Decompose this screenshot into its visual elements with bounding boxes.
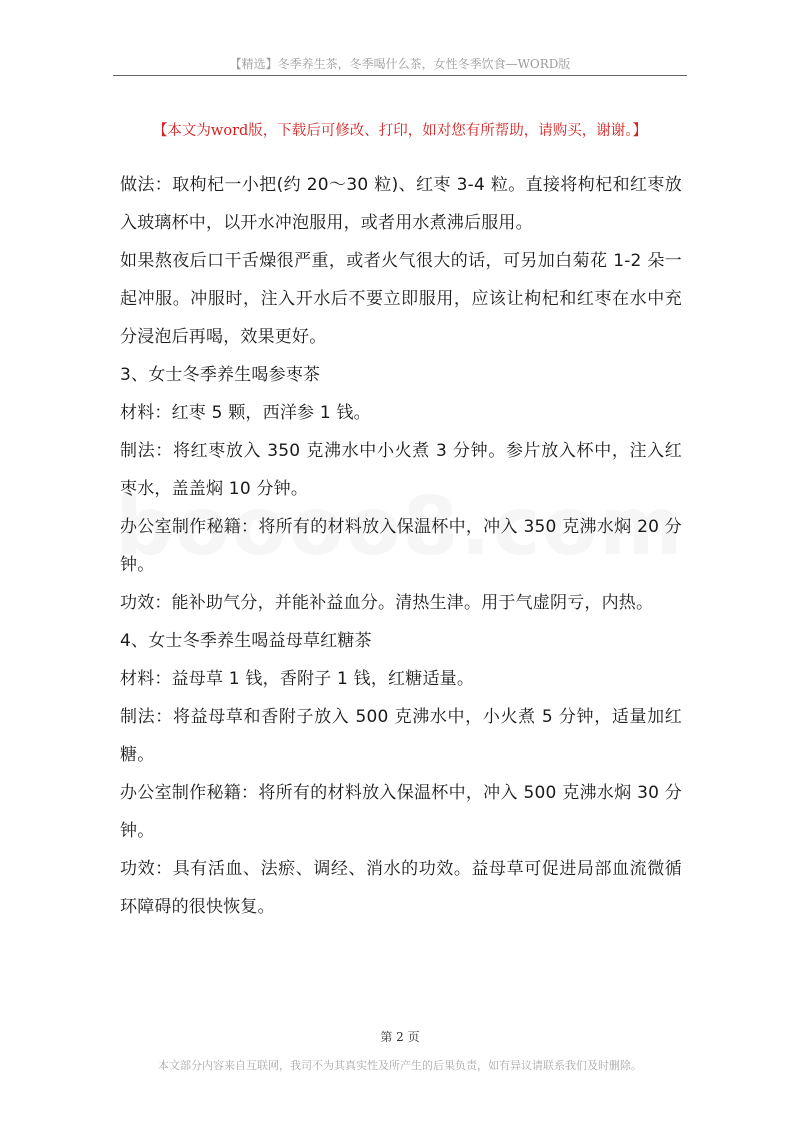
document-body — [120, 166, 682, 926]
paragraph-preparation-3: 制法：将红枣放入 350 克沸水中小火煮 3 分钟。参片放入杯中，注入红枣水，盖盖焖 10 分钟。 — [120, 441, 682, 499]
header-divider — [113, 75, 687, 76]
paragraph-method: 做法：取枸杞一小把(约 20～30 粒)、红枣 3-4 粒。直接将枸杞和红枣放入玻璃杯中，以开水冲泡服用，或者用水煮沸后服用。 — [120, 175, 682, 233]
paragraph-ingredients-3: 材料：红枣 5 颗，西洋参 1 钱。 — [120, 403, 371, 423]
paragraph-tip: 如果熬夜后口干舌燥很严重，或者火气很大的话，可另加白菊花 1-2 朵一起冲服。冲服时，注入开水后不要立即服用，应该让枸杞和红枣在水中充分浸泡后再喝，效果更好。 — [120, 251, 682, 347]
page-number: 第 2 页 — [380, 1030, 420, 1044]
paragraph-effect-4: 功效：具有活血、法瘀、调经、消水的功效。益母草可促进局部血流微循环障碍的很快恢复。 — [120, 859, 682, 917]
paragraph-office-tip-4: 办公室制作秘籍：将所有的材料放入保温杯中，冲入 500 克沸水焖 30 分钟。 — [120, 783, 682, 841]
section-heading-4: 4、女士冬季养生喝益母草红糖茶 — [120, 631, 372, 651]
paragraph-ingredients-4: 材料：益母草 1 钱，香附子 1 钱，红糖适量。 — [120, 669, 475, 689]
page-footer: 本文部分内容来自互联网，我司不为其真实性及所产生的后果负责，如有异议请联系我们及时删除。 — [158, 1059, 642, 1072]
paragraph-office-tip-3: 办公室制作秘籍：将所有的材料放入保温杯中，冲入 350 克沸水焖 20 分钟。 — [120, 517, 682, 575]
page-header: 【精选】冬季养生茶，冬季喝什么茶，女性冬季饮食—WORD版 — [229, 57, 571, 71]
paragraph-preparation-4: 制法：将益母草和香附子放入 500 克沸水中，小火煮 5 分钟，适量加红糖。 — [120, 707, 682, 765]
section-heading-3: 3、女士冬季养生喝参枣茶 — [120, 365, 321, 385]
paragraph-effect-3: 功效：能补助气分，并能补益血分。清热生津。用于气虚阴亏，内热。 — [120, 593, 654, 613]
download-notice: 【本文为word版，下载后可修改、打印，如对您有所帮助，请购买，谢谢。】 — [152, 123, 648, 139]
